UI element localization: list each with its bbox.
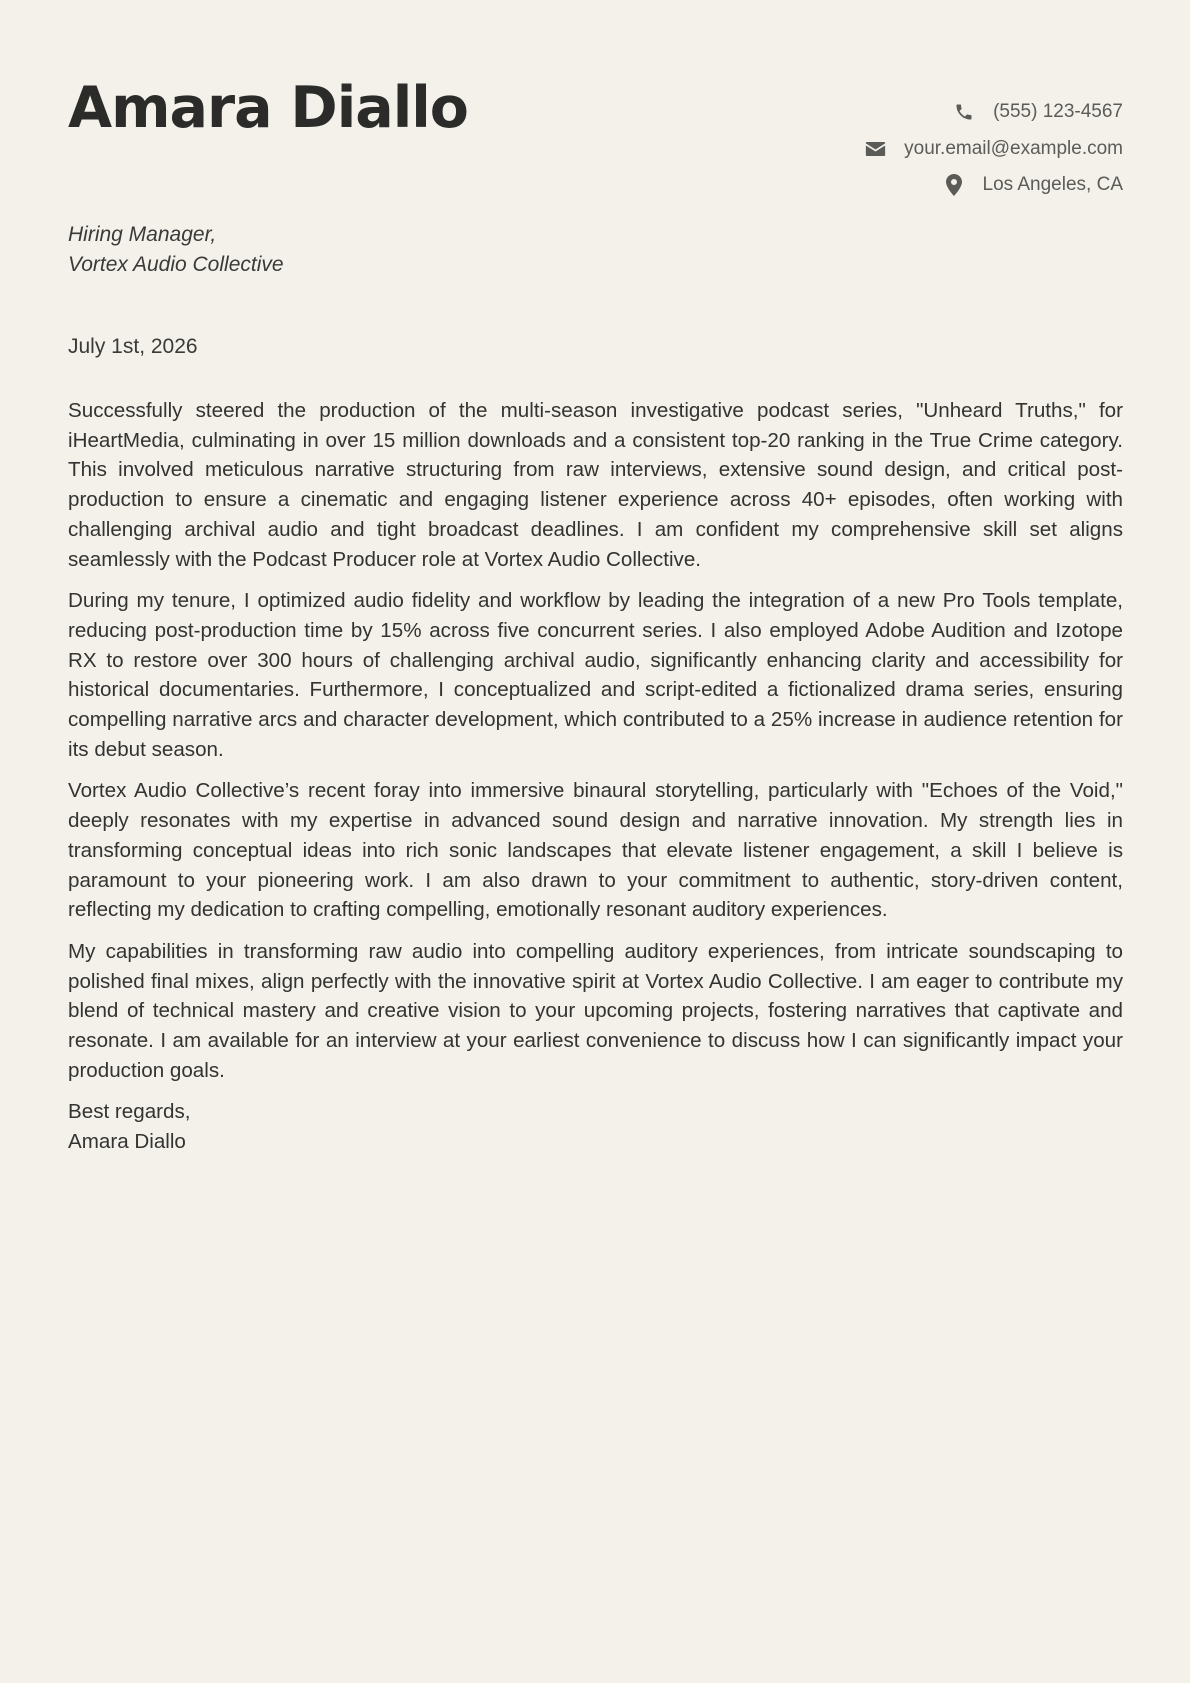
body-paragraph: My capabilities in transforming raw audio into compelling auditory experiences, from intricate soundscaping to polished final mixes, align perfectly with the innovative spirit at Vortex Audio Collective. I am eager to contribute my blend of technical mastery and creative vision to your upcoming projects, fostering narratives that captivate and resonate. I am available for an interview at your earliest convenience to discuss how I can significantly impact your production goals. <box>68 939 1123 1082</box>
contact-email <box>864 131 1123 168</box>
phone-icon <box>953 101 975 123</box>
location-text: Los Angeles, CA <box>982 174 1123 196</box>
email-address: your.email@example.com <box>904 137 1123 159</box>
contact-phone <box>864 94 1123 131</box>
applicant-name: Amara Diallo <box>68 75 468 141</box>
map-pin-icon <box>943 174 965 196</box>
recipient-block <box>68 220 284 280</box>
closing-signature: Amara Diallo <box>68 1130 186 1154</box>
closing-salutation: Best regards, <box>68 1100 191 1124</box>
body-paragraph: During my tenure, I optimized audio fidelity and workflow by leading the integration of a new Pro Tools template, reducing post-production time by 15% across five concurrent series. I also employed Adobe Audition and Izotope RX to restore over 300 hours of challenging archival audio, significantly enhancing clarity and accessibility for historical documentaries. Furthermore, I conceptualized and script-edited a fictionalized drama series, ensuring compelling narrative arcs and character development, which contributed to a 25% increase in audience retention for its debut season. <box>68 589 1123 761</box>
cover-letter-page <box>68 0 1123 1683</box>
body-paragraph: Vortex Audio Collective’s recent foray into immersive binaural storytelling, particularly with "Echoes of the Void," deeply resonates with my expertise in advanced sound design and narrative innovation. My strength lies in transforming conceptual ideas into rich sonic landscapes that elevate listener engagement, a skill I believe is paramount to your pioneering work. I am also drawn to your commitment to authentic, story-driven content, reflecting my dedication to crafting compelling, emotionally resonant auditory experiences. <box>68 779 1123 922</box>
letter-body <box>68 396 1123 1157</box>
letter-date: July 1st, 2026 <box>68 335 198 358</box>
envelope-icon <box>864 138 886 160</box>
body-paragraph: Successfully steered the production of the multi-season investigative podcast series, "Unheard Truths," for iHeartMedia, culminating in over 15 million downloads and a consistent top-20 ranking in the True Crime category. This involved meticulous narrative structuring from raw interviews, extensive sound design, and critical post-production to ensure a cinematic and engaging listener experience across 40+ episodes, often working with challenging archival audio and tight broadcast deadlines. I am confident my comprehensive skill set aligns seamlessly with the Podcast Producer role at Vortex Audio Collective. <box>68 399 1123 571</box>
contact-location <box>864 167 1123 204</box>
contact-info <box>864 94 1123 204</box>
letter-header <box>68 0 1123 210</box>
recipient-company: Vortex Audio Collective <box>68 253 284 276</box>
letter-closing <box>68 1097 1123 1156</box>
recipient-title: Hiring Manager, <box>68 223 217 246</box>
phone-number: (555) 123-4567 <box>993 101 1123 123</box>
